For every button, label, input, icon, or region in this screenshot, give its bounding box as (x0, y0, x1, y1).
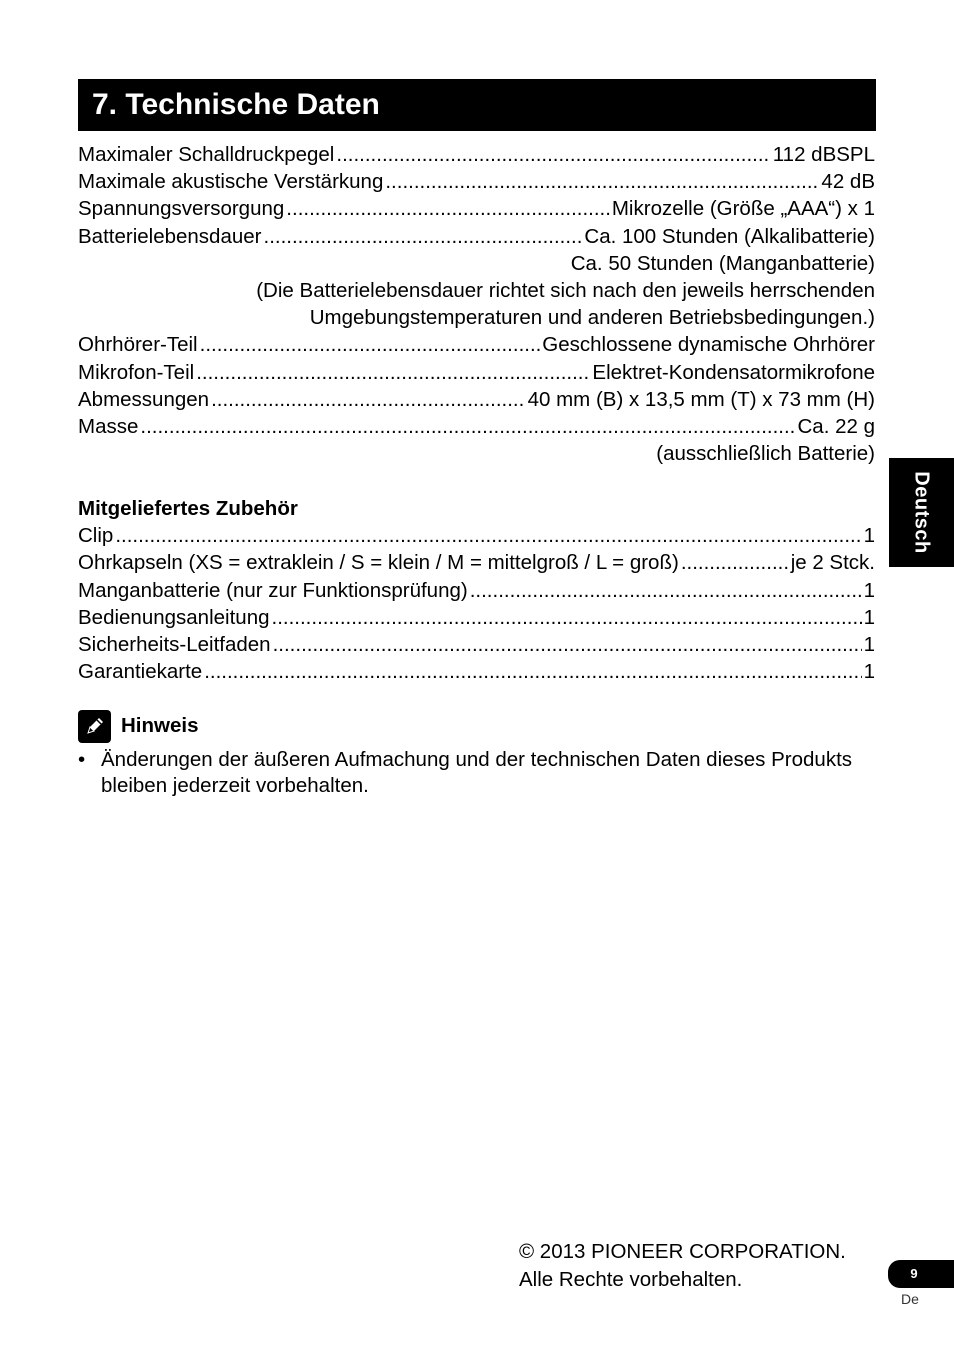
spec-row (78, 223, 875, 250)
dot-leader (204, 658, 861, 685)
spec-row-label: Ohrhörer-Teil (78, 333, 198, 357)
accessory-row-value: 1 (863, 605, 875, 629)
spec-list (78, 141, 875, 467)
spec-row-value: Ca. 100 Stunden (Alkalibatterie) (584, 224, 875, 248)
section-title: 7. Technische Daten (78, 79, 876, 131)
bullet: • (78, 748, 86, 771)
spec-row-continuation: Umgebungstemperaturen und anderen Betriebsbedingungen.) (309, 306, 875, 330)
note-header (78, 709, 875, 743)
language-tab (889, 458, 954, 567)
spec-row-value: 112 dBSPL (772, 143, 875, 166)
spec-row-value: Geschlossene dynamische Ohrhörer (542, 333, 875, 357)
spec-row-value: Elektret-Kondensatormikrofone (592, 360, 875, 384)
spec-row-label: Maximale akustische Verstärkung (78, 170, 384, 194)
accessories-section (78, 495, 875, 685)
accessory-row-label: Garantiekarte (78, 660, 203, 684)
accessory-row-label: Ohrkapseln (XS = extraklein / S = klein / M = mittelgroß / L = groß) (78, 551, 679, 575)
language-code: De (901, 1291, 919, 1307)
accessories-list (78, 522, 875, 685)
dot-leader (264, 223, 583, 250)
dot-leader (681, 549, 789, 576)
spec-row (78, 331, 875, 358)
accessory-row-value: 1 (863, 524, 875, 548)
accessory-row-value: 1 (863, 660, 875, 684)
spec-row-continuation: Ca. 50 Stunden (Manganbatterie) (570, 251, 875, 275)
language-tab-label: Deutsch (911, 471, 933, 554)
accessory-row (78, 631, 875, 658)
spec-row-continuation: (Die Batterielebensdauer richtet sich nach den jeweils herrschenden (256, 278, 875, 302)
spec-row-value: 42 dB (821, 170, 875, 194)
spec-row (78, 141, 875, 168)
accessory-row-value: 1 (863, 578, 875, 602)
spec-row-value: Ca. 22 g (797, 414, 875, 438)
dot-leader (336, 141, 770, 168)
dot-leader (385, 168, 819, 195)
spec-row-value: 40 mm (B) x 13,5 mm (T) x 73 mm (H) (527, 387, 875, 411)
spec-row (78, 413, 875, 440)
spec-row-continuation: (ausschließlich Batterie) (656, 442, 875, 466)
spec-row-label: Maximaler Schalldruckpegel (78, 143, 335, 166)
note-label: Hinweis (121, 714, 199, 737)
copyright-line-2: Alle Rechte vorbehalten. (519, 1268, 743, 1291)
accessory-row (78, 522, 875, 549)
spec-row-label: Spannungsversorgung (78, 197, 285, 221)
dot-leader (196, 359, 590, 386)
spec-row (78, 386, 875, 413)
accessory-row-label: Bedienungsanleitung (78, 605, 270, 629)
dot-leader (200, 331, 541, 358)
page-number: 9 (888, 1260, 954, 1288)
dot-leader (272, 604, 862, 631)
spec-row-label: Masse (78, 414, 139, 438)
dot-leader (286, 195, 610, 222)
dot-leader (470, 577, 862, 604)
accessory-row (78, 658, 875, 685)
dot-leader (115, 522, 861, 549)
accessory-row (78, 577, 875, 604)
spec-row-label: Mikrofon-Teil (78, 360, 195, 384)
accessory-row (78, 604, 875, 631)
spec-row-value: Mikrozelle (Größe „AAA“) x 1 (611, 197, 875, 221)
accessory-row-label: Clip (78, 524, 114, 548)
spec-row (78, 168, 875, 195)
pencil-icon (78, 710, 111, 743)
dot-leader (211, 386, 526, 413)
accessory-row-value: je 2 Stck. (790, 551, 875, 575)
accessories-title: Mitgeliefertes Zubehör (78, 497, 298, 520)
spec-row-label: Abmessungen (78, 387, 210, 411)
dot-leader (140, 413, 795, 440)
dot-leader (273, 631, 862, 658)
note-text: Änderungen der äußeren Aufmachung und der technischen Daten dieses Produkts bleiben jederzeit vorbehalten. (101, 748, 853, 797)
spec-row (78, 195, 875, 222)
note-section (78, 709, 875, 799)
accessory-row (78, 549, 875, 576)
accessory-row-value: 1 (863, 632, 875, 656)
note-item (78, 747, 875, 799)
spec-row (78, 359, 875, 386)
spec-row-label: Batterielebensdauer (78, 224, 262, 248)
accessory-row-label: Sicherheits-Leitfaden (78, 632, 271, 656)
accessory-row-label: Manganbatterie (nur zur Funktionsprüfung) (78, 578, 468, 602)
copyright (519, 1238, 846, 1294)
copyright-line-1: © 2013 PIONEER CORPORATION. (519, 1240, 846, 1263)
